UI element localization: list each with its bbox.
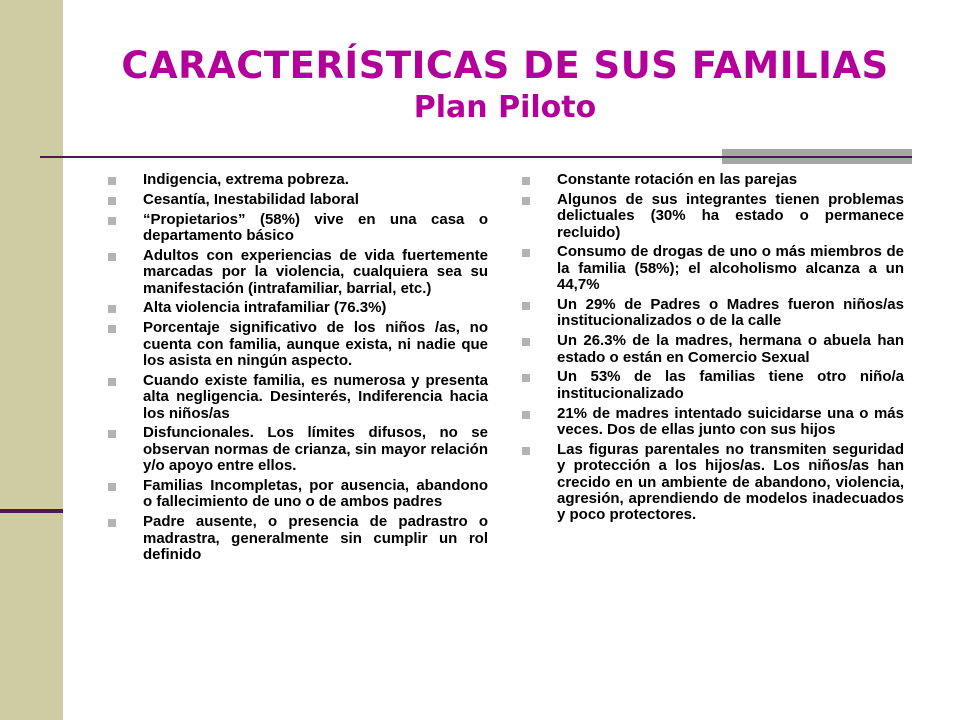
list-item xyxy=(108,478,488,511)
list-item xyxy=(108,192,488,208)
bullet-icon xyxy=(522,249,530,257)
list-item-text: Un 29% de Padres o Madres fueron niños/as institucionalizados o de la calle xyxy=(557,296,904,330)
slide-subtitle: Plan Piloto xyxy=(413,90,597,125)
bullet-icon xyxy=(522,411,530,419)
list-item-text: Alta violencia intrafamiliar (76.3%) xyxy=(143,299,387,317)
bullet-icon xyxy=(108,177,116,185)
list-item-text: Algunos de sus integrantes tienen problemas delictuales (30% ha estado o permanece recluido) xyxy=(557,190,904,241)
left-bullet-list xyxy=(108,172,488,567)
rule-accent-bottom xyxy=(722,158,912,164)
list-item-text: Disfuncionales. Los límites difusos, no se observan normas de crianza, sin mayor relación y/o apoyo entre ellos. xyxy=(143,424,488,475)
list-item xyxy=(108,300,488,316)
bullet-icon xyxy=(108,217,116,225)
bullet-icon xyxy=(108,197,116,205)
list-item-text: Adultos con experiencias de vida fuertemente marcadas por la violencia, cualquiera sea su manifestación (intrafamiliar, barrial, etc.) xyxy=(143,246,488,297)
sidebar-band xyxy=(0,0,63,720)
list-item-text: Padre ausente, o presencia de padrastro o madrastra, generalmente sin cumplir un rol definido xyxy=(143,513,488,564)
list-item xyxy=(108,248,488,297)
list-item-text: Familias Incompletas, por ausencia, abandono o fallecimiento de uno o de ambos padres xyxy=(143,477,488,511)
list-item-text: Porcentaje significativo de los niños /as, no cuenta con familia, aunque exista, ni nadie que los asista en ningún aspecto. xyxy=(143,319,488,370)
list-item xyxy=(522,333,904,366)
list-item-text: Consumo de drogas de uno o más miembros de la familia (58%); el alcoholismo alcanza a un 44,7% xyxy=(557,243,904,294)
list-item xyxy=(108,425,488,474)
list-item xyxy=(108,320,488,369)
list-item-text: Indigencia, extrema pobreza. xyxy=(143,171,349,188)
bullet-icon xyxy=(522,177,530,185)
list-item xyxy=(522,172,904,188)
right-bullet-list xyxy=(522,172,904,527)
bullet-icon xyxy=(522,447,530,455)
bullet-icon xyxy=(108,519,116,527)
bullet-icon xyxy=(522,338,530,346)
list-item xyxy=(522,406,904,439)
bullet-icon xyxy=(108,325,116,333)
list-item xyxy=(108,373,488,422)
bullet-icon xyxy=(108,430,116,438)
list-item xyxy=(522,297,904,330)
list-item-text: Un 26.3% de la madres, hermana o abuela han estado o están en Comercio Sexual xyxy=(557,332,904,366)
bullet-icon xyxy=(108,378,116,386)
list-item xyxy=(108,172,488,188)
bullet-icon xyxy=(522,374,530,382)
bullet-icon xyxy=(108,483,116,491)
list-item xyxy=(108,212,488,245)
sidebar-divider xyxy=(0,509,63,513)
list-item xyxy=(522,192,904,241)
list-item-text: 21% de madres intentado suicidarse una o más veces. Dos de ellas junto con sus hijos xyxy=(557,404,904,439)
list-item xyxy=(108,514,488,563)
list-item-text: Constante rotación en las parejas xyxy=(557,171,798,188)
list-item-text: Las figuras parentales no transmiten seguridad y protección a los hijos/as. Los niños/as han crecido en un ambiente de abandono, violencia, agresión, aprendiendo de modelos inadecuados y poco protectores. xyxy=(557,440,904,524)
bullet-icon xyxy=(522,197,530,205)
rule-accent-top xyxy=(722,149,912,156)
bullet-icon xyxy=(108,253,116,261)
bullet-icon xyxy=(522,302,530,310)
list-item-text: Un 53% de las familias tiene otro niño/a institucionalizado xyxy=(557,368,904,402)
list-item xyxy=(522,244,904,293)
list-item-text: Cuando existe familia, es numerosa y presenta alta negligencia. Desinterés, Indiferencia hacia los niños/as xyxy=(143,371,488,422)
list-item-text: Cesantía, Inestabilidad laboral xyxy=(143,190,359,208)
list-item-text: “Propietarios” (58%) vive en una casa o departamento básico xyxy=(143,210,488,244)
list-item xyxy=(522,369,904,402)
list-item xyxy=(522,442,904,524)
bullet-icon xyxy=(108,305,116,313)
slide-title: CARACTERÍSTICAS DE SUS FAMILIAS xyxy=(121,44,889,87)
title-block xyxy=(70,44,940,128)
